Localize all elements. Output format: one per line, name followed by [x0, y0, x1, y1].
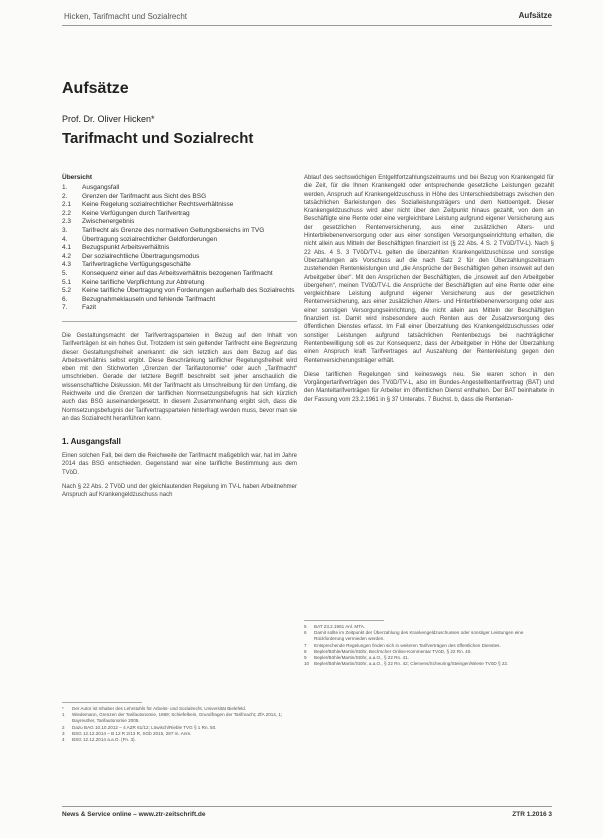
footnote-number: 3	[62, 730, 65, 736]
footnote-number: 1	[62, 712, 65, 718]
footnote	[304, 630, 554, 642]
toc-item-label: Tarifvertragliche Verfügungsgeschäfte	[82, 261, 191, 269]
toc-item-number: 3.	[62, 226, 68, 234]
toc-item-number: 2.1	[62, 201, 72, 209]
toc-item	[62, 261, 297, 270]
footnote-number: 7	[304, 642, 307, 648]
footnote-number: *	[62, 706, 64, 711]
toc-item-label: Tarifrecht als Grenze des normativen Geltungsbereichs im TVG	[82, 226, 265, 234]
toc-item-number: 4.2	[62, 252, 72, 260]
footer-website: News & Service online – www.ztr-zeitschrift.de	[62, 811, 206, 818]
footnote-text: Damit sollte im Zeitpunkt der Überzahlung des Krankengeldzuschusses oder sonstiger Leistungen eine Rückforderung vermieden werden.	[314, 630, 524, 642]
footnote	[62, 737, 297, 743]
author: Prof. Dr. Oliver Hicken*	[62, 114, 155, 124]
toc-item-number: 4.	[62, 235, 68, 243]
footnote-text: Wiedemann, Grenzen der Tarifautonomie, 1969; Schiefelbein, Grundfragen der Tarifmacht; ZfA 2014, 1; Bayreuther, Tarifautonomie 2005.	[72, 712, 283, 724]
footnotes-right	[304, 620, 554, 667]
footnotes-left	[62, 702, 297, 743]
toc-item	[62, 218, 297, 227]
footnote-number: 10	[304, 661, 310, 667]
toc-item-number: 6.	[62, 295, 68, 303]
toc-item	[62, 296, 297, 305]
toc-item-label: Keine Verfügungen durch Tarifvertrag	[82, 209, 190, 217]
footnote-number: 4	[62, 737, 65, 743]
toc-item-label: Keine tarifliche Verpflichtung zur Abtretung	[82, 278, 205, 286]
toc-title: Übersicht	[62, 174, 92, 181]
intro-paragraph: Die Gestaltungsmacht der Tarifvertragsparteien in Bezug auf den Inhalt von Tarifverträgen ist ein hohes Gut. Trotzdem ist sein geltender Tarifrecht eine Begrenzung dieser Gestaltungsfreiheit anerkannt: die sich letztlich aus dem Bezug auf das Arbeitsverhältnis selbst ergibt. Diese Beschränkung tariflicher Regelungsfreiheit wird eben mit den Stichworten „Grenzen der Tarifautonomie“ oder auch „Tarifmacht“ umschrieben. Gerade der letztere Begriff beschreibt seit jeher anschaulich die wissenschaftliche Diskussion. Mit der Tarifmacht als Umschreibung für den Umfang, die Reichweite und die Grenzen der tariflichen Normsetzungsbefugnis hat sich kürzlich auch das BSG auseinandergesetzt. In diesem Zusammenhang ergibt sich, dass die Normsetzungsbefugnis der Tarifvertragsparteien hinterfragt werden muss, bevor man sie an das Sozialrecht heranführen kann.	[62, 332, 298, 422]
footnote-number: 6	[304, 630, 307, 636]
body-paragraph: Ablauf des sechswöchigen Entgeltfortzahlungszeitraums und bei Bezug von Krankengeld für die Zeit, für die Ihnen Krankengeld oder entsprechende gesetzliche Leistungen gezahlt werden, Anspruch auf Krankengeldzuschuss in Höhe des Unterschiedsbetrags zwischen den tatsächlichen Barleistungen des Sozialleistungsträgers und dem Nettoentgelt. Dieser Krankengeldzuschuss wird aber nicht über den Zeitpunkt hinaus gezahlt, von dem an Beschäftigte eine Rente oder eine vergleichbare Leistung aufgrund eigener Versicherung aus der gesetzlichen Rentenversicherung, aus einer zusätzlichen Alters- und Hinterbliebenenversorgung oder aus einer sonstigen Versorgungseinrichtung erhalten, die nicht allein aus Mitteln der Beschäftigten finanziert ist (§ 22 Abs. 4 S. 2 TVöD/TV-L). Nach § 22 Abs. 4 S. 3 TVöD/TV-L gelten die überzahlten Krankengeldzuschüsse und sonstige Überzahlungen als Vorschuss auf die nach Satz 2 für den Überzahlungszeitraum zustehenden Rentenleistungen und „die Ansprüche der Beschäftigten gehen insoweit auf den Arbeitgeber über“. Mit den Ansprüchen der Beschäftigten, die „insoweit auf den Arbeitgeber übergehen“, meinen TVöD/TV-L die Ansprüche der Beschäftigten auf eine Rente oder eine vergleichbare Leistung aufgrund eigener Versicherung aus der gesetzlichen Rentenversicherung, aus einer zusätzlichen Alters- und Hinterbliebenenversorgung oder aus einer sonstigen Versorgungseinrichtung, die nicht allein aus Mitteln der Beschäftigten finanziert ist. Damit wird insbesondere auch Renten aus der Zusatzversorgung des öffentlichen Dienstes erfasst. Im Fall einer Überzahlung des Krankengeldzuschusses oder sonstiger Leistungen aufgrund tatsächlichen Rentenbezugs bei nachträglicher Rentenbewilligung soll es zur Konsequenz, dass der Arbeitgeber in Höhe der Überzahlung einen Anspruch kraft Tarifvertrages auf Auszahlung der Rentenleistung gegen den Rentenversicherungsträger erhält.	[304, 175, 554, 364]
footnote-rule	[62, 702, 142, 703]
toc-item-number: 2.	[62, 192, 68, 200]
footnote-number: 5	[304, 624, 307, 629]
toc-item	[62, 287, 297, 296]
section-title: Aufsätze	[62, 80, 129, 97]
toc-item-label: Grenzen der Tarifmacht aus Sicht des BSG	[82, 192, 207, 200]
toc-item-number: 7.	[62, 304, 68, 312]
body-paragraph: Einen solchen Fall, bei dem die Reichweite der Tarifmacht maßgeblich war, hat im Jahre 2014 das BSG entschieden. Gegenstand war eine tarifliche Bestimmung aus dem TVöD.	[62, 453, 297, 476]
toc-item-number: 1.	[62, 184, 68, 191]
footer-rule	[62, 806, 552, 807]
footnote-rule	[304, 620, 384, 621]
footnote-text: Der Autor ist Inhaber des Lehrstuhls für Arbeits- und Sozialrecht, Universität Bielefeld.	[72, 706, 247, 711]
toc-item	[62, 227, 297, 236]
footnote-number: 2	[62, 724, 65, 730]
footnote-text: BAT 23.2.1961 Anl. MTA.	[314, 624, 366, 629]
toc-item	[62, 210, 297, 219]
toc-item	[62, 244, 297, 253]
footnote	[304, 661, 554, 667]
toc-item	[62, 253, 297, 262]
footnote-text: Dazu BAG 10.10.2012 – 4 AZR 61/12; Löwisch/Rieble TVG § 1 Rn. 50.	[72, 724, 217, 730]
toc-item-label: Fazit	[82, 304, 97, 312]
body-paragraph: Diese tariflichen Regelungen sind keineswegs neu. Sie waren schon in den Vorgängertarifverträgen des TVöD/TV-L, also im Bundes-Angestelltentarifvertrag (BAT) und den Manteltarifverträgen für Arbeiter im öffentlichen Dienst enthalten. Der BAT beinhaltete in der Fassung vom 23.2.1961 in § 37 Unterabs. 7 Buchst. b, dass die Rentenan-	[304, 371, 554, 403]
footnote-text: Entsprechende Regelungen finden sich in weiteren Tarifverträgen des öffentlichen Dienstes.	[314, 642, 501, 648]
page-footer	[62, 806, 552, 824]
footnote-text: Bepler/Böhle/Martin/Stöhr, Beck'scher Online-Kommentar TVöD, § 22 Rn. 40.	[314, 648, 472, 654]
toc-item-number: 4.3	[62, 261, 72, 269]
header-rule	[62, 25, 552, 26]
footnote-number: 8	[304, 648, 307, 654]
toc-item-number: 2.3	[62, 218, 72, 226]
toc-item	[62, 304, 297, 313]
footnote-text: BSG 12.12.2014 a.a.O. (Fn. 3).	[72, 737, 136, 743]
toc-item-label: Übertragung sozialrechtlicher Geldforderungen	[82, 235, 218, 243]
footnote	[62, 712, 297, 724]
footnote-text: Bepler/Böhle/Martin/Stöhr, a.a.O., § 22 Rn. 42; Clemens/Scheuring/Steingen/Wiese TVöD § 22.	[314, 661, 509, 667]
toc-item	[62, 270, 297, 279]
body-paragraph: Nach § 22 Abs. 2 TVöD und der gleichlautenden Regelung im TV-L haben Arbeitnehmer Anspruch auf Krankengeldzuschuss nach	[62, 484, 297, 499]
running-title: Hicken, Tarifmacht und Sozialrecht	[64, 12, 188, 21]
toc-divider	[62, 321, 297, 322]
toc-list	[62, 184, 297, 313]
toc-item-label: Bezugnahmeklauseln und fehlende Tarifmacht	[82, 295, 216, 303]
toc-item	[62, 184, 297, 193]
toc-item	[62, 193, 297, 202]
toc-item-label: Ausgangsfall	[82, 184, 120, 191]
toc-item-number: 5.1	[62, 278, 72, 286]
article-title: Tarifmacht und Sozialrecht	[62, 130, 254, 147]
toc-item-label: Keine Regelung sozialrechtlicher Rechtsverhältnisse	[82, 201, 234, 209]
footnote-text: BSG 12.12.2014 – B 12 R 2/13 R, SGb 2015, 287 m. Anm.	[72, 730, 192, 736]
footnote-number: 9	[304, 655, 307, 661]
left-column	[62, 174, 297, 506]
footer-issue: ZTR 1.2016 3	[512, 811, 552, 818]
toc-item	[62, 201, 297, 210]
toc-item	[62, 279, 297, 288]
toc-item-number: 4.1	[62, 244, 72, 252]
toc-item-number: 2.2	[62, 209, 72, 217]
toc-item-label: Der sozialrechtliche Übertragungsmodus	[82, 252, 200, 260]
toc-item-label: Bezugspunkt Arbeitsverhältnis	[82, 244, 170, 252]
section-tag: Aufsätze	[518, 11, 552, 20]
toc-item-label: Keine tarifliche Übertragung von Forderungen außerhalb des Sozialrechts	[82, 287, 295, 295]
toc-item-number: 5.2	[62, 287, 72, 295]
toc-item-number: 5.	[62, 269, 68, 277]
footnote-text: Bepler/Böhle/Martin/Stöhr, a.a.O., § 22 Rn. 41.	[314, 655, 409, 661]
toc-item-label: Konsequenz einer auf das Arbeitsverhältnis bezogenen Tarifmacht	[82, 269, 273, 277]
page-header	[62, 8, 552, 26]
section-heading: 1. Ausgangsfall	[62, 437, 121, 447]
right-column	[304, 174, 554, 410]
toc-item-label: Zwischenergebnis	[82, 218, 135, 226]
toc-item	[62, 236, 297, 245]
